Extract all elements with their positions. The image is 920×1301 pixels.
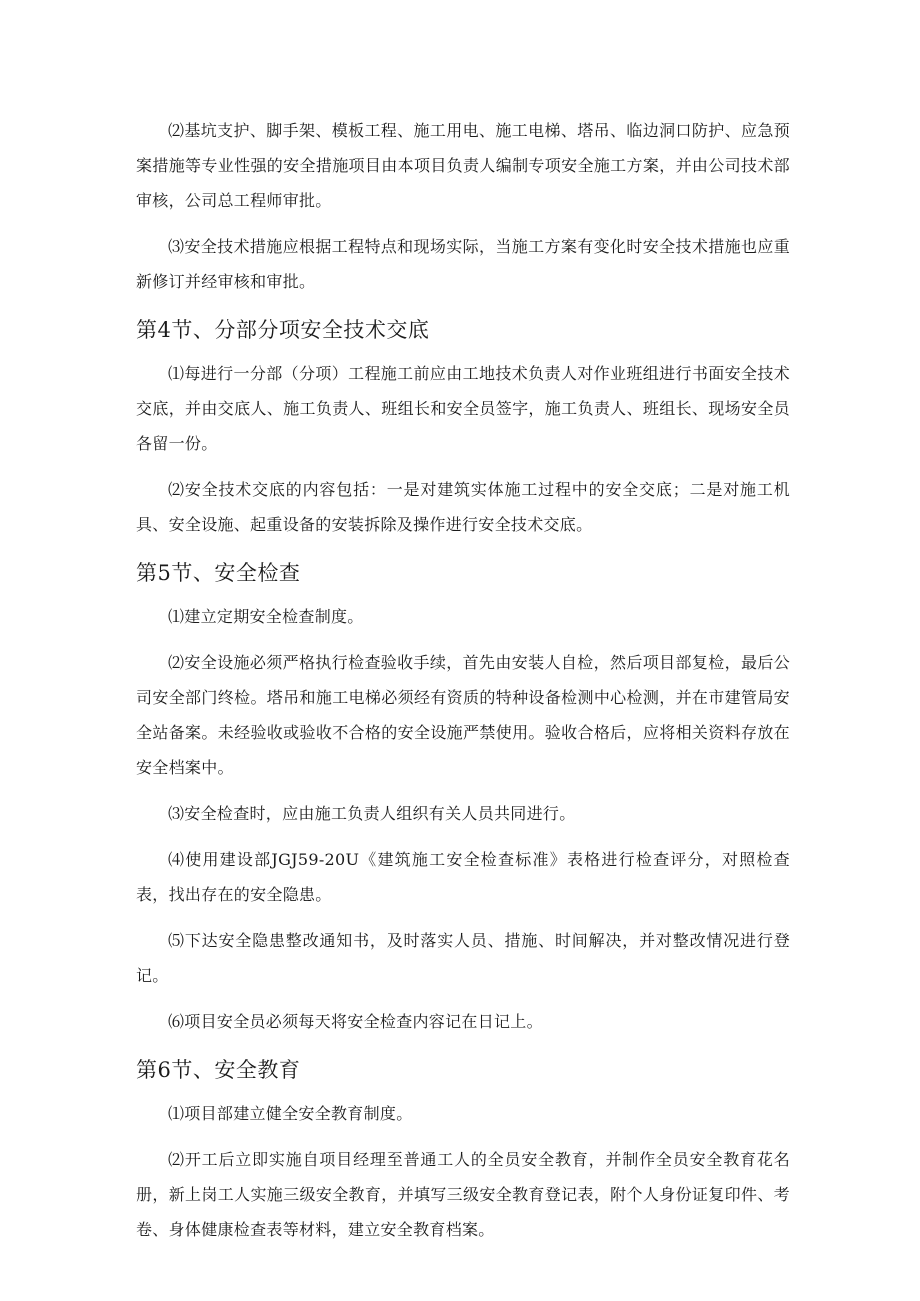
document-body bbox=[136, 113, 790, 1258]
paragraph: ⑴建立定期安全检查制度。 bbox=[168, 607, 364, 626]
paragraph: ⑵安全设施必须严格执行检查验收手续，首先由安装人自检，然后项目部复检，最后公司安全部门终检。塔吊和施工电梯必须经有资质的特种设备检测中心检测，并在市建管局安全站备案。未经验收或验收不合格的安全设施严禁使用。验收合格后，应将相关资料存放在安全档案中。 bbox=[136, 653, 790, 777]
paragraph: ⑷使用建设部JGJ59-20U《建筑施工安全检查标准》表格进行检查评分，对照检查表，找出存在的安全隐患。 bbox=[136, 850, 790, 904]
paragraph: ⑵安全技术交底的内容包括：一是对建筑实体施工过程中的安全交底；二是对施工机具、安全设施、起重设备的安装拆除及操作进行安全技术交底。 bbox=[136, 480, 790, 534]
paragraph: ⑵开工后立即实施自项目经理至普通工人的全员安全教育，并制作全员安全教育花名册，新上岗工人实施三级安全教育，并填写三级安全教育登记表，附个人身份证复印件、考卷、身体健康检查表等材料，建立安全教育档案。 bbox=[136, 1150, 790, 1239]
paragraph: ⑶安全技术措施应根据工程特点和现场实际，当施工方案有变化时安全技术措施也应重新修订并经审核和审批。 bbox=[136, 237, 790, 291]
paragraph: ⑹项目安全员必须每天将安全检查内容记在日记上。 bbox=[168, 1012, 543, 1031]
section-heading-5: 第5节、安全检查 bbox=[136, 561, 301, 585]
paragraph: ⑵基坑支护、脚手架、模板工程、施工用电、施工电梯、塔吊、临边洞口防护、应急预案措施等专业性强的安全措施项目由本项目负责人编制专项安全施工方案，并由公司技术部审核，公司总工程师审批。 bbox=[136, 121, 790, 210]
paragraph: ⑴每进行一分部（分项）工程施工前应由工地技术负责人对作业班组进行书面安全技术交底，并由交底人、施工负责人、班组长和安全员签字，施工负责人、班组长、现场安全员各留一份。 bbox=[136, 364, 790, 453]
paragraph: ⑸下达安全隐患整改通知书，及时落实人员、措施、时间解决，并对整改情况进行登记。 bbox=[136, 931, 790, 985]
paragraph: ⑶安全检查时，应由施工负责人组织有关人员共同进行。 bbox=[168, 804, 576, 823]
section-heading-4: 第4节、分部分项安全技术交底 bbox=[136, 318, 430, 342]
section-heading-6: 第6节、安全教育 bbox=[136, 1058, 301, 1082]
paragraph: ⑴项目部建立健全安全教育制度。 bbox=[168, 1104, 413, 1123]
